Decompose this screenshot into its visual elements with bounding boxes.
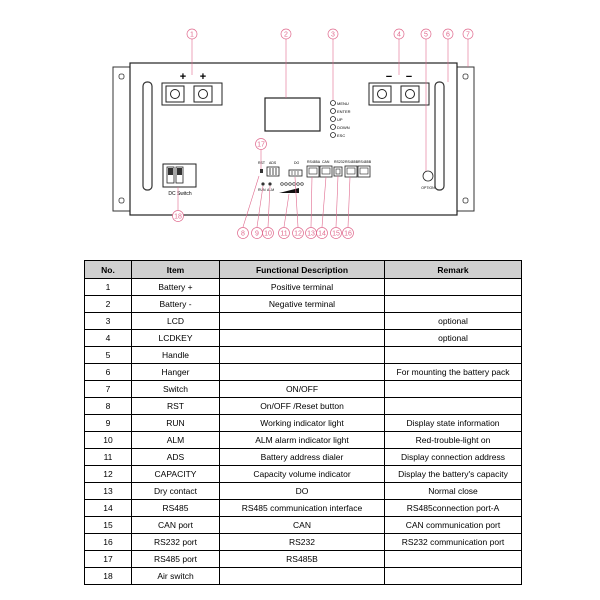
right-rack-ear xyxy=(457,67,474,211)
header-no: No. xyxy=(85,261,132,279)
battery-front-panel-diagram xyxy=(0,0,600,258)
cell-remark: Normal close xyxy=(385,483,522,500)
port-rs485b-1 xyxy=(345,166,357,177)
callout-5: 5 xyxy=(424,31,428,39)
table-row xyxy=(85,296,522,313)
cell-item: CAN port xyxy=(132,517,220,534)
cell-remark xyxy=(385,381,522,398)
table-row xyxy=(85,517,522,534)
cell-no: 16 xyxy=(85,534,132,551)
cell-item: LCDKEY xyxy=(132,330,220,347)
cell-no: 13 xyxy=(85,483,132,500)
cell-no: 4 xyxy=(85,330,132,347)
cell-remark: optional xyxy=(385,330,522,347)
table-row xyxy=(85,432,522,449)
cell-description: Capacity volume indicator xyxy=(220,466,385,483)
table-row xyxy=(85,313,522,330)
cell-no: 15 xyxy=(85,517,132,534)
cell-item: Dry contact xyxy=(132,483,220,500)
left-handle xyxy=(143,82,152,190)
port-rs485a xyxy=(307,166,319,177)
cell-item: ADS xyxy=(132,449,220,466)
cell-item: RS485 port xyxy=(132,551,220,568)
cell-description xyxy=(220,364,385,381)
table-row xyxy=(85,330,522,347)
callout-8: 8 xyxy=(241,230,245,238)
cell-description: DO xyxy=(220,483,385,500)
alm-led xyxy=(268,182,271,185)
table-row xyxy=(85,466,522,483)
cell-remark xyxy=(385,568,522,585)
port-label-rs485a: RS485A xyxy=(307,160,321,164)
cell-item: LCD xyxy=(132,313,220,330)
rst-button xyxy=(260,169,263,173)
cell-remark: optional xyxy=(385,313,522,330)
table-header-row xyxy=(85,261,522,279)
cell-no: 9 xyxy=(85,415,132,432)
table-row xyxy=(85,415,522,432)
port-label-rs485b-2: RS485B xyxy=(358,160,372,164)
table-row xyxy=(85,381,522,398)
cell-no: 18 xyxy=(85,568,132,585)
cell-no: 17 xyxy=(85,551,132,568)
cell-remark xyxy=(385,398,522,415)
cell-remark: Red-trouble-light on xyxy=(385,432,522,449)
cell-description: RS485 communication interface xyxy=(220,500,385,517)
callout-9: 9 xyxy=(255,230,259,238)
callout-3: 3 xyxy=(331,31,335,39)
minus-sign-left: − xyxy=(385,71,393,83)
cell-item: RST xyxy=(132,398,220,415)
cell-description: RS485B xyxy=(220,551,385,568)
port-label-rs485b-1: RS485B xyxy=(345,160,359,164)
cell-no: 8 xyxy=(85,398,132,415)
cell-no: 6 xyxy=(85,364,132,381)
callout-18: 18 xyxy=(174,213,182,221)
cell-description xyxy=(220,330,385,347)
table-row xyxy=(85,347,522,364)
callout-6: 6 xyxy=(446,31,450,39)
negative-terminal xyxy=(369,83,429,105)
cell-no: 11 xyxy=(85,449,132,466)
cell-description: Working indicator light xyxy=(220,415,385,432)
cell-item: Handle xyxy=(132,347,220,364)
callout-2: 2 xyxy=(284,31,288,39)
cell-item: ALM xyxy=(132,432,220,449)
cell-remark: Display the battery's capacity xyxy=(385,466,522,483)
plus-sign-left: + xyxy=(179,71,187,83)
cell-item: RUN xyxy=(132,415,220,432)
cell-remark xyxy=(385,279,522,296)
cell-item: Battery - xyxy=(132,296,220,313)
dc-switch xyxy=(163,164,196,187)
table-row xyxy=(85,551,522,568)
lcd-screen xyxy=(265,98,320,131)
table-row xyxy=(85,568,522,585)
option-button xyxy=(423,171,433,181)
cell-no: 2 xyxy=(85,296,132,313)
cell-description xyxy=(220,347,385,364)
cell-description xyxy=(220,313,385,330)
port-rs232 xyxy=(334,167,342,176)
cell-no: 7 xyxy=(85,381,132,398)
table-row xyxy=(85,500,522,517)
key-label-enter: ENTER xyxy=(337,109,351,114)
cell-description xyxy=(220,568,385,585)
table-body xyxy=(85,279,522,585)
cell-remark xyxy=(385,347,522,364)
run-led xyxy=(261,182,264,185)
dry-contact xyxy=(289,170,302,176)
port-label-can: CAN xyxy=(322,160,330,164)
cell-remark: Display connection address xyxy=(385,449,522,466)
table-row xyxy=(85,449,522,466)
table-row xyxy=(85,398,522,415)
header-remark: Remark xyxy=(385,261,522,279)
positive-terminal xyxy=(162,83,222,105)
cell-description: ON/OFF xyxy=(220,381,385,398)
run-label: RUN xyxy=(258,188,266,192)
cell-remark xyxy=(385,296,522,313)
cell-item: RS232 port xyxy=(132,534,220,551)
ads-dialer xyxy=(267,167,279,176)
rst-label: RST xyxy=(258,161,265,165)
cell-no: 1 xyxy=(85,279,132,296)
callout-16: 16 xyxy=(344,230,352,238)
key-label-esc: ESC xyxy=(337,133,346,138)
port-rs485b-2 xyxy=(358,166,370,177)
cell-item: RS485 xyxy=(132,500,220,517)
header-description: Functional Description xyxy=(220,261,385,279)
table-row xyxy=(85,364,522,381)
cell-description: CAN xyxy=(220,517,385,534)
table-row xyxy=(85,534,522,551)
cell-remark xyxy=(385,551,522,568)
cell-no: 12 xyxy=(85,466,132,483)
cell-remark: RS232 communication port xyxy=(385,534,522,551)
cell-no: 5 xyxy=(85,347,132,364)
cell-item: Hanger xyxy=(132,364,220,381)
table-row xyxy=(85,483,522,500)
key-label-up: UP xyxy=(337,117,343,122)
option-label: OPTION xyxy=(421,186,435,190)
cell-no: 10 xyxy=(85,432,132,449)
do-label: DO xyxy=(294,161,300,165)
plus-sign-right: + xyxy=(199,71,207,83)
cell-remark: Display state information xyxy=(385,415,522,432)
cell-remark: For mounting the battery pack xyxy=(385,364,522,381)
cell-remark: RS485connection port-A xyxy=(385,500,522,517)
callout-12: 12 xyxy=(294,230,302,238)
cell-description: ALM alarm indicator light xyxy=(220,432,385,449)
table-row xyxy=(85,279,522,296)
alm-label: ALM xyxy=(267,188,275,192)
cell-description: On/OFF /Reset button xyxy=(220,398,385,415)
left-rack-ear xyxy=(113,67,130,211)
dc-switch-label: DC Switch xyxy=(168,191,192,197)
cell-description: Positive terminal xyxy=(220,279,385,296)
callout-7: 7 xyxy=(466,31,470,39)
callout-15: 15 xyxy=(332,230,340,238)
callout-10: 10 xyxy=(264,230,272,238)
header-item: Item xyxy=(132,261,220,279)
right-handle xyxy=(435,82,444,190)
cell-item: Battery + xyxy=(132,279,220,296)
callout-13: 13 xyxy=(307,230,315,238)
cell-description: Battery address dialer xyxy=(220,449,385,466)
callout-14: 14 xyxy=(318,230,326,238)
port-label-rs232: RS232 xyxy=(334,160,345,164)
cell-no: 14 xyxy=(85,500,132,517)
cell-description: RS232 xyxy=(220,534,385,551)
component-table xyxy=(84,260,522,585)
cell-item: CAPACITY xyxy=(132,466,220,483)
port-can xyxy=(320,166,332,177)
callout-4: 4 xyxy=(397,31,401,39)
key-label-menu: MENU xyxy=(337,101,349,106)
cell-no: 3 xyxy=(85,313,132,330)
callout-11: 11 xyxy=(280,230,288,238)
cell-remark: CAN communication port xyxy=(385,517,522,534)
cell-item: Air switch xyxy=(132,568,220,585)
ads-label: ADS xyxy=(269,161,277,165)
callout-17: 17 xyxy=(257,141,265,149)
callout-1: 1 xyxy=(190,31,194,39)
minus-sign-right: − xyxy=(405,71,413,83)
cell-item: Switch xyxy=(132,381,220,398)
cell-description: Negative terminal xyxy=(220,296,385,313)
key-label-down: DOWN xyxy=(337,125,350,130)
